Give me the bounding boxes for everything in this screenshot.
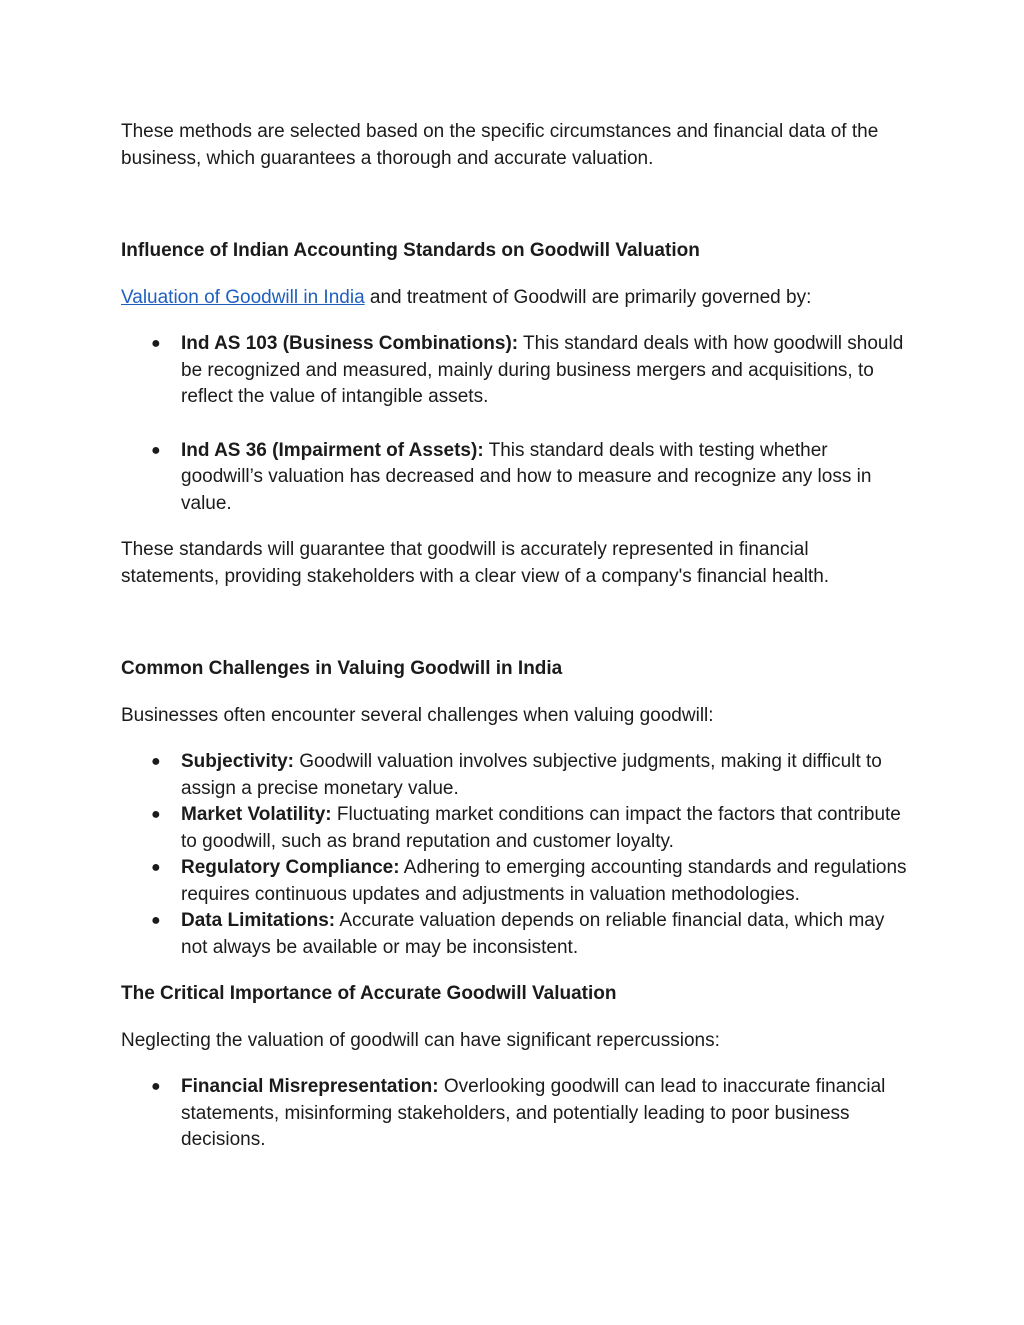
section1-list [121, 331, 911, 517]
list-item-term: Financial Misrepresentation: [181, 1076, 439, 1097]
list-item-term: Subjectivity: [181, 751, 294, 772]
spacer [121, 729, 911, 749]
section3-list [121, 1074, 911, 1154]
spacer [121, 517, 911, 537]
spacer [121, 590, 911, 656]
list-item-term: Ind AS 36 (Impairment of Assets): [181, 439, 484, 461]
spacer [121, 683, 911, 703]
spacer [121, 311, 911, 331]
spacer [121, 1054, 911, 1074]
bullet-icon: ● [151, 806, 161, 823]
bullet-icon: ● [151, 859, 161, 876]
spacer [121, 172, 911, 238]
list-item [121, 438, 911, 518]
bullet-icon: ● [151, 753, 161, 770]
section1-lead-text: and treatment of Goodwill are primarily governed by: [364, 286, 812, 308]
section2-heading: Common Challenges in Valuing Goodwill in India [121, 658, 563, 679]
bullet-icon: ● [151, 912, 161, 929]
list-item [121, 855, 911, 908]
list-item-term: Regulatory Compliance: [181, 857, 400, 878]
section1-lead [121, 285, 911, 312]
list-item [121, 1074, 911, 1154]
list-item [121, 802, 911, 855]
list-item-text: This standard deals with how goodwill should be recognized and measured, mainly during business mergers and acquisitions, to reflect the value of intangible assets. [181, 333, 904, 407]
list-item-text: Adhering to emerging accounting standards and regulations requires continuous updates and adjustments in valuation methodologies. [181, 857, 907, 905]
bullet-icon: ● [151, 1078, 161, 1095]
bullet-icon: ● [151, 335, 161, 352]
list-item [121, 331, 911, 411]
intro-paragraph: These methods are selected based on the specific circumstances and financial data of the business, which guarantees a thorough and accurate valuation. [121, 121, 879, 169]
document-page [121, 119, 911, 1154]
section3-lead: Neglecting the valuation of goodwill can have significant repercussions: [121, 1029, 720, 1051]
section2-list [121, 749, 911, 961]
list-item-text: Fluctuating market conditions can impact the factors that contribute to goodwill, such as brand reputation and customer loyalty. [181, 804, 901, 852]
list-item-text: Goodwill valuation involves subjective judgments, making it difficult to assign a precise monetary value. [181, 751, 882, 799]
goodwill-valuation-link[interactable]: Valuation of Goodwill in India [121, 286, 365, 308]
section2-lead: Businesses often encounter several challenges when valuing goodwill: [121, 704, 714, 726]
spacer [121, 1008, 911, 1028]
list-item [121, 908, 911, 961]
list-item-text: This standard deals with testing whether goodwill’s valuation has decreased and how to measure and recognize any loss in value. [181, 439, 872, 514]
list-item-term: Data Limitations: [181, 910, 336, 931]
list-item [121, 749, 911, 802]
spacer [121, 961, 911, 981]
bullet-icon: ● [151, 441, 161, 459]
section1-closing: These standards will guarantee that goodwill is accurately represented in financial statements, providing stakeholders with a clear view of a company's financial health. [121, 539, 830, 587]
spacer [121, 265, 911, 285]
list-item-term: Market Volatility: [181, 804, 332, 825]
list-item-term: Ind AS 103 (Business Combinations): [181, 333, 519, 354]
section1-heading: Influence of Indian Accounting Standards on Goodwill Valuation [121, 240, 700, 261]
section3-heading: The Critical Importance of Accurate Goodwill Valuation [121, 983, 617, 1004]
list-item-text: Overlooking goodwill can lead to inaccurate financial statements, misinforming stakeholders, and potentially leading to poor business decisions. [181, 1076, 886, 1150]
list-item-text: Accurate valuation depends on reliable financial data, which may not always be available or may be inconsistent. [181, 910, 885, 958]
